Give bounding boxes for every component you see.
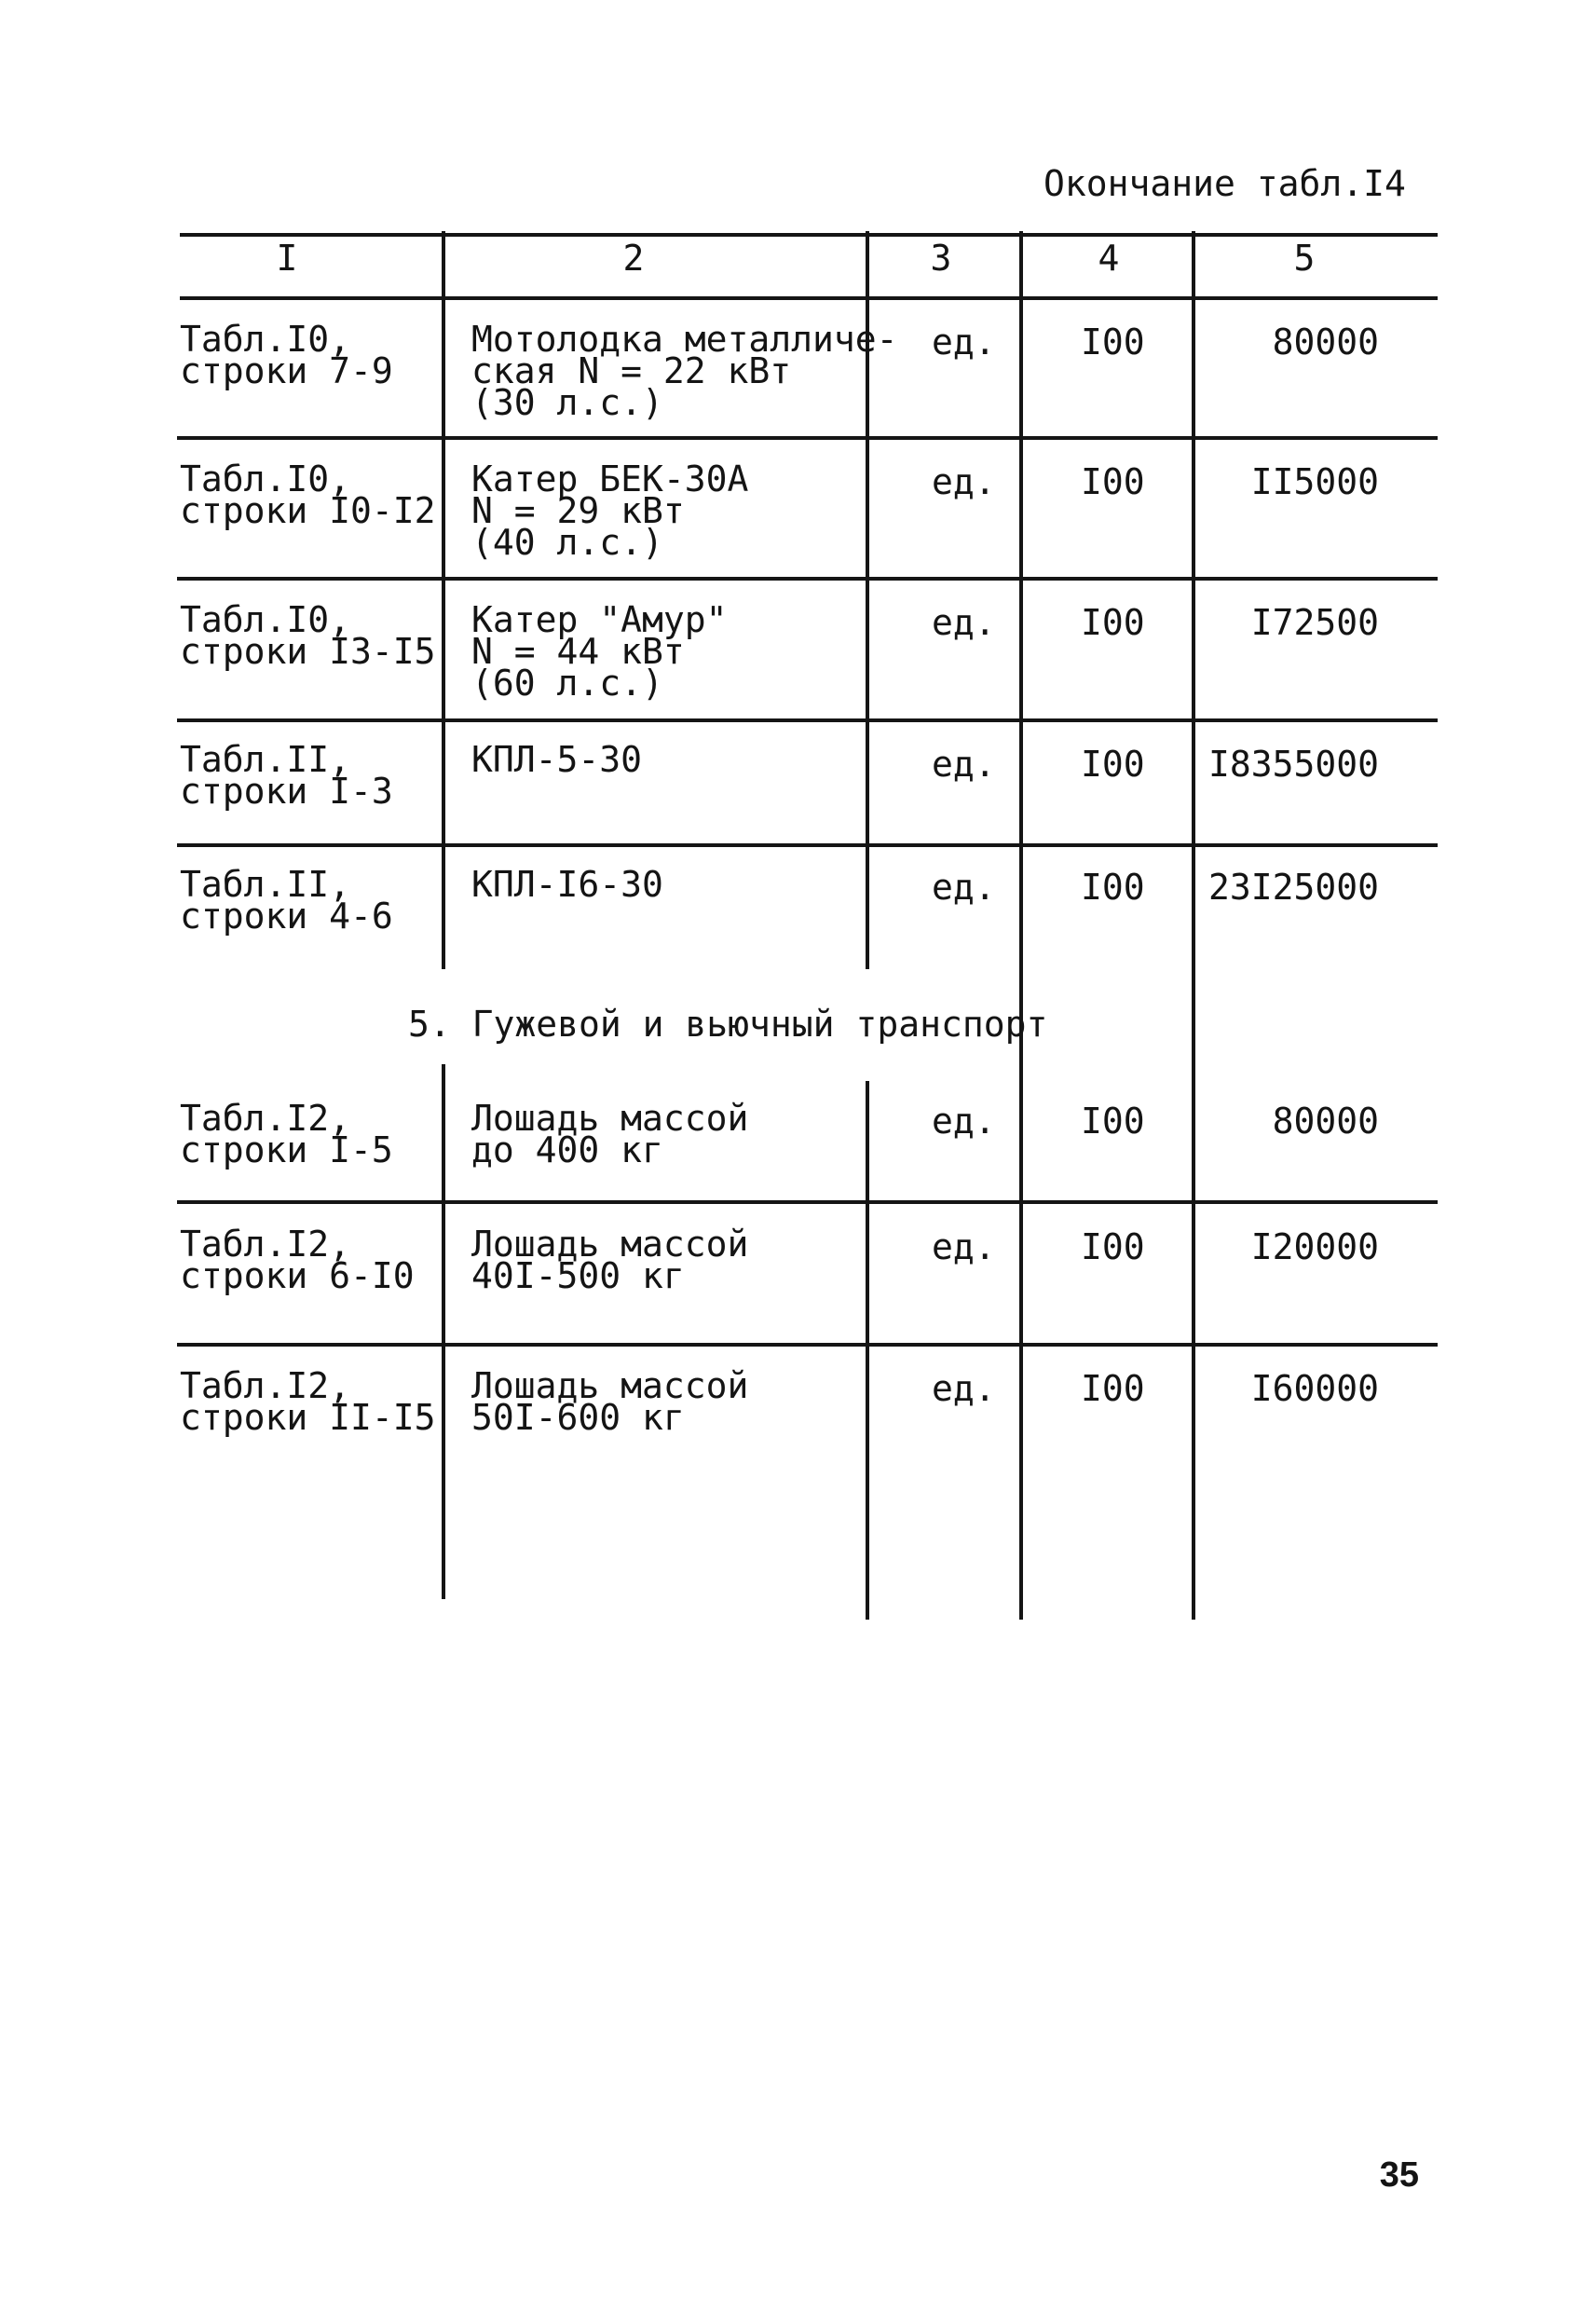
row-name: Катер "Амур" N = 44 кВт (60 л.с.) [471, 599, 728, 704]
row-divider [177, 1343, 1438, 1347]
row-reference: Табл.I2, строки II-I5 [180, 1365, 436, 1438]
row-unit: ед. [932, 1226, 996, 1267]
column-header: I [276, 238, 298, 279]
row-value: I20000 [1250, 1226, 1379, 1267]
row-unit: ед. [932, 867, 996, 908]
row-reference: Табл.I2, строки 6-I0 [180, 1224, 415, 1296]
column-rule [442, 1064, 445, 1599]
column-header: 4 [1098, 238, 1120, 279]
table-caption: Окончание табл.I4 [1044, 163, 1406, 204]
page-number: 35 [1379, 2155, 1419, 2195]
row-reference: Табл.II, строки I-3 [180, 739, 393, 812]
table-top-rule [180, 233, 1438, 237]
row-quantity: I00 [1081, 1226, 1145, 1267]
row-divider [177, 577, 1438, 581]
row-divider [177, 843, 1438, 847]
row-unit: ед. [932, 744, 996, 785]
row-reference: Табл.I0, строки I0-I2 [180, 458, 436, 531]
row-divider [177, 436, 1438, 440]
row-value: 23I25000 [1207, 867, 1379, 908]
row-reference: Табл.II, строки 4-6 [180, 864, 393, 937]
row-unit: ед. [932, 1368, 996, 1409]
row-unit: ед. [932, 1101, 996, 1142]
column-rule [1019, 231, 1023, 1620]
row-value: I60000 [1250, 1368, 1379, 1409]
row-unit: ед. [932, 321, 996, 363]
row-name: Лошадь массой 40I-500 кг [471, 1224, 749, 1296]
column-header: 5 [1293, 238, 1316, 279]
row-reference: Табл.I2, строки I-5 [180, 1098, 393, 1170]
row-quantity: I00 [1081, 1101, 1145, 1142]
row-divider [177, 1200, 1438, 1204]
row-quantity: I00 [1081, 461, 1145, 502]
column-rule [1192, 231, 1195, 1620]
row-name: Лошадь массой 50I-600 кг [471, 1365, 749, 1438]
row-unit: ед. [932, 602, 996, 643]
row-name: Лошадь массой до 400 кг [471, 1098, 749, 1170]
column-rule [866, 1081, 869, 1620]
row-quantity: I00 [1081, 744, 1145, 785]
column-header: 2 [622, 238, 645, 279]
row-name: КПЛ-5-30 [471, 739, 643, 780]
column-header: 3 [930, 238, 952, 279]
row-value: 80000 [1272, 321, 1379, 363]
row-value: I72500 [1250, 602, 1379, 643]
row-name: Мотолодка металличе- ская N = 22 кВт (30 л.с.) [471, 319, 898, 423]
header-bottom-rule [180, 296, 1438, 300]
row-quantity: I00 [1081, 867, 1145, 908]
row-name: КПЛ-I6-30 [471, 864, 663, 905]
row-divider [177, 718, 1438, 722]
column-rule [442, 231, 445, 969]
section-heading: 5. Гужевой и вьючный транспорт [408, 1004, 1048, 1045]
row-reference: Табл.I0, строки I3-I5 [180, 599, 436, 672]
row-reference: Табл.I0, строки 7-9 [180, 319, 393, 391]
row-value: 80000 [1272, 1101, 1379, 1142]
row-quantity: I00 [1081, 1368, 1145, 1409]
row-quantity: I00 [1081, 321, 1145, 363]
row-name: Катер БЕК-30А N = 29 кВт (40 л.с.) [471, 458, 749, 563]
row-quantity: I00 [1081, 602, 1145, 643]
row-unit: ед. [932, 461, 996, 502]
row-value: I8355000 [1207, 744, 1379, 785]
row-value: II5000 [1250, 461, 1379, 502]
